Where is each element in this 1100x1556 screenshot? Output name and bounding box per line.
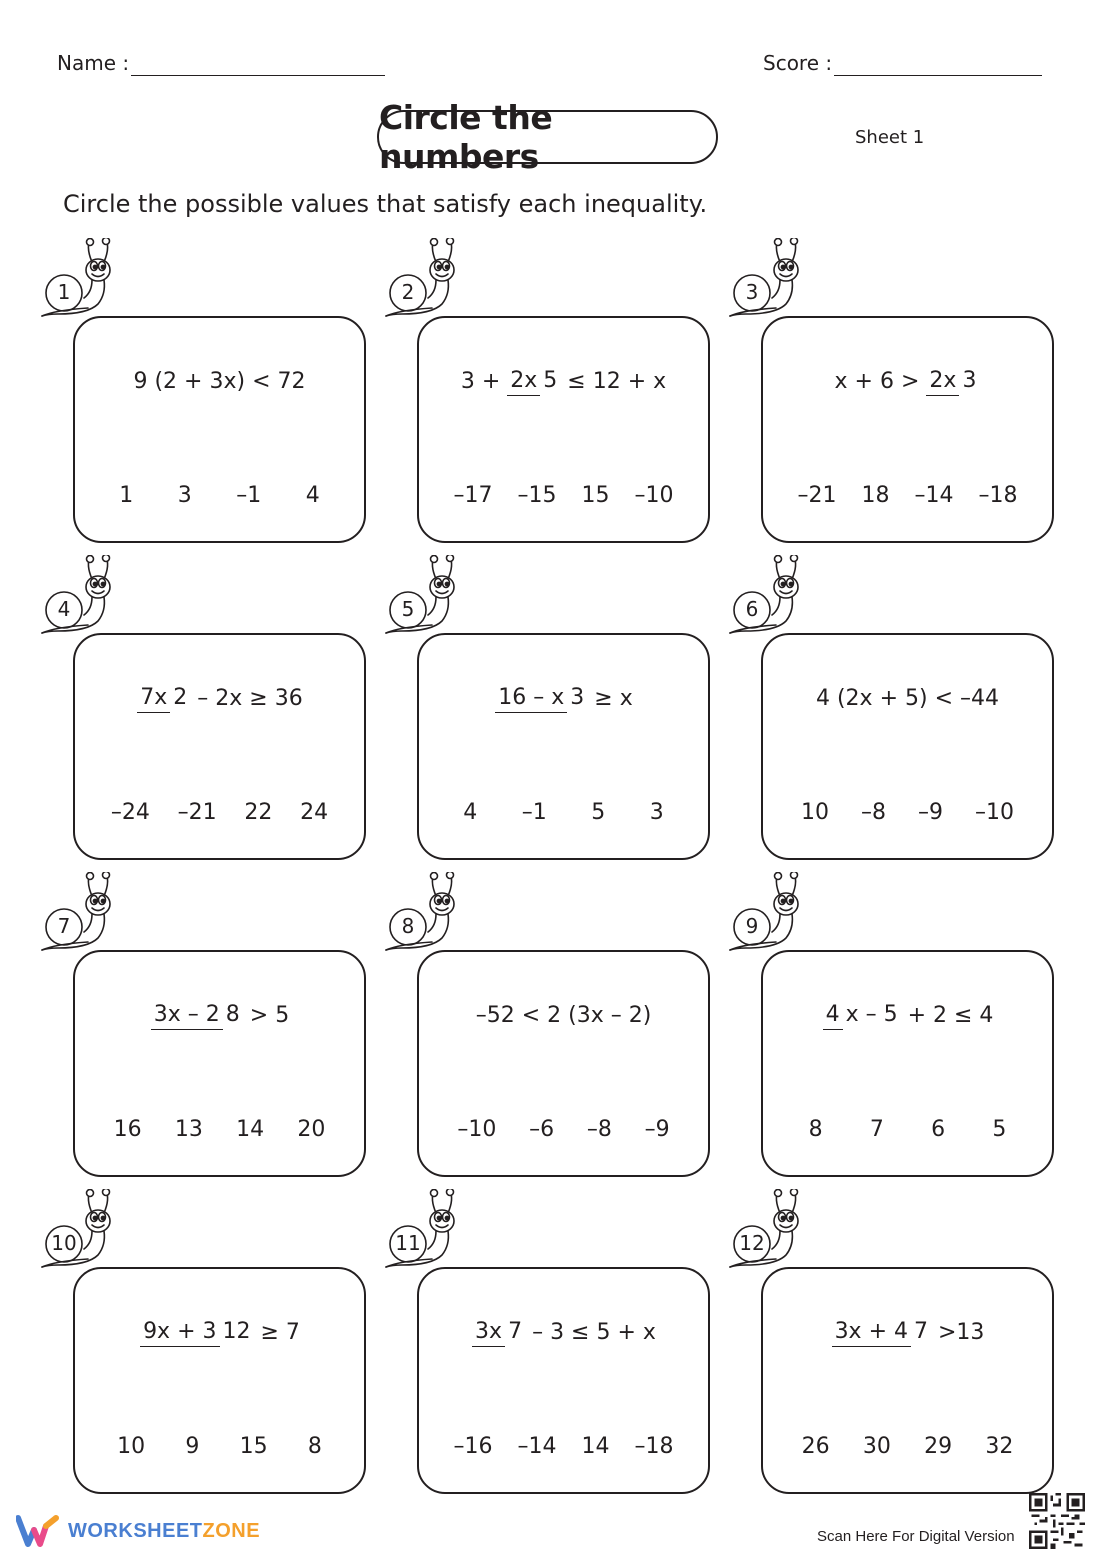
answer-choice[interactable]: 16 xyxy=(113,1117,142,1142)
answer-choices xyxy=(441,1117,686,1142)
problem-badge xyxy=(40,238,120,320)
answer-choice[interactable]: 6 xyxy=(931,1117,946,1142)
brand-name-part2: ZONE xyxy=(202,1519,261,1542)
inequality xyxy=(419,346,708,416)
problem-number: 8 xyxy=(401,914,415,938)
name-blank[interactable] xyxy=(131,75,385,76)
answer-choice[interactable]: –10 xyxy=(975,800,1014,825)
fraction-numerator: 4 xyxy=(823,1002,843,1030)
fraction xyxy=(137,686,190,709)
sheet-label: Sheet 1 xyxy=(855,127,925,148)
problem-number: 4 xyxy=(57,597,71,621)
fraction xyxy=(926,369,979,392)
name-label: Name : xyxy=(57,51,130,75)
problem-number: 9 xyxy=(745,914,759,938)
problem-badge xyxy=(384,1189,464,1271)
fraction-denominator: 3 xyxy=(962,368,977,394)
fraction xyxy=(495,686,587,709)
inequality-text: 9 (2 + 3x) < 72 xyxy=(133,368,306,394)
inequality-text: –52 < 2 (3x – 2) xyxy=(475,1002,652,1028)
problem-badge xyxy=(40,555,120,637)
problem-card xyxy=(73,633,366,860)
fraction-denominator: 8 xyxy=(225,1002,240,1028)
answer-choice[interactable]: 15 xyxy=(581,483,610,508)
answer-choice[interactable]: –6 xyxy=(529,1117,555,1142)
answer-choice[interactable]: 20 xyxy=(297,1117,326,1142)
scan-text: Scan Here For Digital Version xyxy=(817,1528,1015,1545)
answer-choice[interactable]: –1 xyxy=(521,800,547,825)
brand-name xyxy=(68,1520,260,1543)
inequality xyxy=(75,1297,364,1367)
problem-number: 3 xyxy=(745,280,759,304)
answer-choice[interactable]: 29 xyxy=(924,1434,953,1459)
answer-choice[interactable]: –10 xyxy=(457,1117,497,1142)
fraction xyxy=(823,1003,901,1026)
fraction-denominator: x – 5 xyxy=(845,1002,898,1028)
fraction-denominator: 12 xyxy=(222,1319,251,1345)
problem-number: 10 xyxy=(51,1231,77,1255)
brand-logo xyxy=(16,1514,260,1548)
answer-choice[interactable]: –21 xyxy=(797,483,837,508)
inequality xyxy=(75,346,364,416)
fraction-denominator: 2 xyxy=(173,685,188,711)
qr-code-icon[interactable] xyxy=(1029,1493,1085,1549)
answer-choices xyxy=(97,483,342,508)
problem-number: 11 xyxy=(395,1231,421,1255)
answer-choice[interactable]: 5 xyxy=(591,800,606,825)
answer-choices xyxy=(441,1434,686,1459)
answer-choice[interactable]: 4 xyxy=(463,800,478,825)
fraction-numerator: 9x + 3 xyxy=(140,1319,219,1347)
answer-choice[interactable]: 15 xyxy=(239,1434,268,1459)
answer-choice[interactable]: 10 xyxy=(117,1434,146,1459)
inequality-text: > 5 xyxy=(249,1002,290,1028)
problem-card xyxy=(761,1267,1054,1494)
fraction-denominator: 5 xyxy=(543,368,558,394)
inequality-text: x + 6 > xyxy=(834,368,920,394)
fraction xyxy=(832,1320,931,1343)
inequality xyxy=(75,980,364,1050)
answer-choice[interactable]: 13 xyxy=(174,1117,203,1142)
problem-card xyxy=(417,950,710,1177)
fraction-denominator: 7 xyxy=(914,1319,928,1345)
answer-choice[interactable]: –14 xyxy=(517,1434,557,1459)
answer-choices xyxy=(785,800,1030,825)
problem-card xyxy=(417,316,710,543)
score-label: Score : xyxy=(763,51,833,75)
fraction-numerator: 16 – x xyxy=(495,685,567,713)
answer-choice[interactable]: 18 xyxy=(861,483,890,508)
answer-choice[interactable]: 3 xyxy=(649,800,664,825)
problem-number: 12 xyxy=(739,1231,765,1255)
answer-choice[interactable]: 5 xyxy=(992,1117,1007,1142)
answer-choice[interactable]: –24 xyxy=(110,800,150,825)
problem-card xyxy=(761,950,1054,1177)
problem-number: 6 xyxy=(745,597,759,621)
problem-badge xyxy=(40,1189,120,1271)
inequality xyxy=(763,980,1052,1050)
inequality-text: – 3 ≤ 5 + x xyxy=(532,1319,656,1345)
problem-card xyxy=(417,633,710,860)
answer-choice[interactable]: 3 xyxy=(177,483,192,508)
problem-card xyxy=(73,1267,366,1494)
fraction-numerator: 3x + 4 xyxy=(832,1319,911,1347)
inequality-text: + 2 ≤ 4 xyxy=(907,1002,994,1028)
fraction-numerator: 2x xyxy=(926,368,959,396)
inequality xyxy=(75,663,364,733)
answer-choices xyxy=(785,483,1030,508)
answer-choice[interactable]: 22 xyxy=(244,800,273,825)
fraction-numerator: 7x xyxy=(137,685,170,713)
fraction xyxy=(472,1320,525,1343)
fraction-denominator: 3 xyxy=(570,685,585,711)
answer-choice[interactable]: –21 xyxy=(177,800,217,825)
problem-badge xyxy=(728,238,808,320)
answer-choice[interactable]: –9 xyxy=(918,800,943,825)
inequality-text: 3 + xyxy=(460,368,501,394)
answer-choice[interactable]: –15 xyxy=(517,483,557,508)
answer-choices xyxy=(441,800,686,825)
inequality xyxy=(419,663,708,733)
fraction-numerator: 3x – 2 xyxy=(151,1002,223,1030)
fraction-numerator: 3x xyxy=(472,1319,505,1347)
problem-card xyxy=(761,633,1054,860)
problem-card xyxy=(73,316,366,543)
fraction-numerator: 2x xyxy=(507,368,540,396)
answer-choice[interactable]: 24 xyxy=(300,800,329,825)
fraction xyxy=(507,369,560,392)
fraction-denominator: 7 xyxy=(508,1319,523,1345)
inequality-text: 4 (2x + 5) < –44 xyxy=(815,685,999,711)
answer-choice[interactable]: –17 xyxy=(453,483,493,508)
instruction-text: Circle the possible values that satisfy each inequality. xyxy=(63,190,708,218)
problem-card xyxy=(73,950,366,1177)
inequality xyxy=(763,346,1052,416)
inequality-text: ≥ 7 xyxy=(260,1319,300,1345)
problem-number: 1 xyxy=(57,280,71,304)
answer-choice[interactable]: –18 xyxy=(978,483,1018,508)
inequality-text: ≤ 12 + x xyxy=(567,368,667,394)
problem-number: 5 xyxy=(401,597,415,621)
answer-choice[interactable]: 10 xyxy=(801,800,829,825)
answer-choice[interactable]: –14 xyxy=(914,483,954,508)
problem-badge xyxy=(728,872,808,954)
answer-choice[interactable]: 1 xyxy=(119,483,134,508)
page-title: Circle the numbers xyxy=(377,110,718,164)
problem-badge xyxy=(384,872,464,954)
inequality-text: – 2x ≥ 36 xyxy=(197,685,303,711)
answer-choice[interactable]: 8 xyxy=(307,1434,322,1459)
answer-choice[interactable]: –8 xyxy=(861,800,886,825)
answer-choice[interactable]: 14 xyxy=(236,1117,265,1142)
answer-choices xyxy=(785,1434,1030,1459)
problem-badge xyxy=(384,238,464,320)
answer-choice[interactable]: 26 xyxy=(801,1434,830,1459)
answer-choice[interactable]: 4 xyxy=(305,483,320,508)
answer-choice[interactable]: 30 xyxy=(862,1434,891,1459)
fraction xyxy=(151,1003,243,1026)
problem-badge xyxy=(728,1189,808,1271)
answer-choices xyxy=(785,1117,1030,1142)
inequality-text: ≥ x xyxy=(594,685,633,711)
inequality xyxy=(419,980,708,1050)
problem-badge xyxy=(728,555,808,637)
answer-choices xyxy=(441,483,686,508)
answer-choice[interactable]: –9 xyxy=(644,1117,670,1142)
answer-choices xyxy=(97,1434,342,1459)
fraction xyxy=(140,1320,253,1343)
answer-choice[interactable]: –8 xyxy=(586,1117,612,1142)
problem-card xyxy=(417,1267,710,1494)
answer-choice[interactable]: –18 xyxy=(634,1434,674,1459)
answer-choice[interactable]: 7 xyxy=(869,1117,884,1142)
answer-choices xyxy=(97,1117,342,1142)
problem-number: 7 xyxy=(57,914,71,938)
answer-choice[interactable]: 9 xyxy=(185,1434,200,1459)
answer-choice[interactable]: –1 xyxy=(236,483,262,508)
answer-choice[interactable]: 14 xyxy=(581,1434,610,1459)
inequality xyxy=(763,663,1052,733)
answer-choices xyxy=(97,800,342,825)
inequality xyxy=(419,1297,708,1367)
problem-badge xyxy=(40,872,120,954)
answer-choice[interactable]: 8 xyxy=(808,1117,823,1142)
answer-choice[interactable]: –16 xyxy=(453,1434,493,1459)
problem-badge xyxy=(384,555,464,637)
inequality-text: >13 xyxy=(938,1319,985,1345)
score-blank[interactable] xyxy=(834,75,1042,76)
answer-choice[interactable]: 32 xyxy=(985,1434,1014,1459)
problem-card xyxy=(761,316,1054,543)
inequality xyxy=(763,1297,1052,1367)
brand-name-part1: WORKSHEET xyxy=(68,1519,203,1542)
problem-number: 2 xyxy=(401,280,415,304)
answer-choice[interactable]: –10 xyxy=(634,483,674,508)
worksheetzone-logo-icon xyxy=(16,1514,60,1548)
